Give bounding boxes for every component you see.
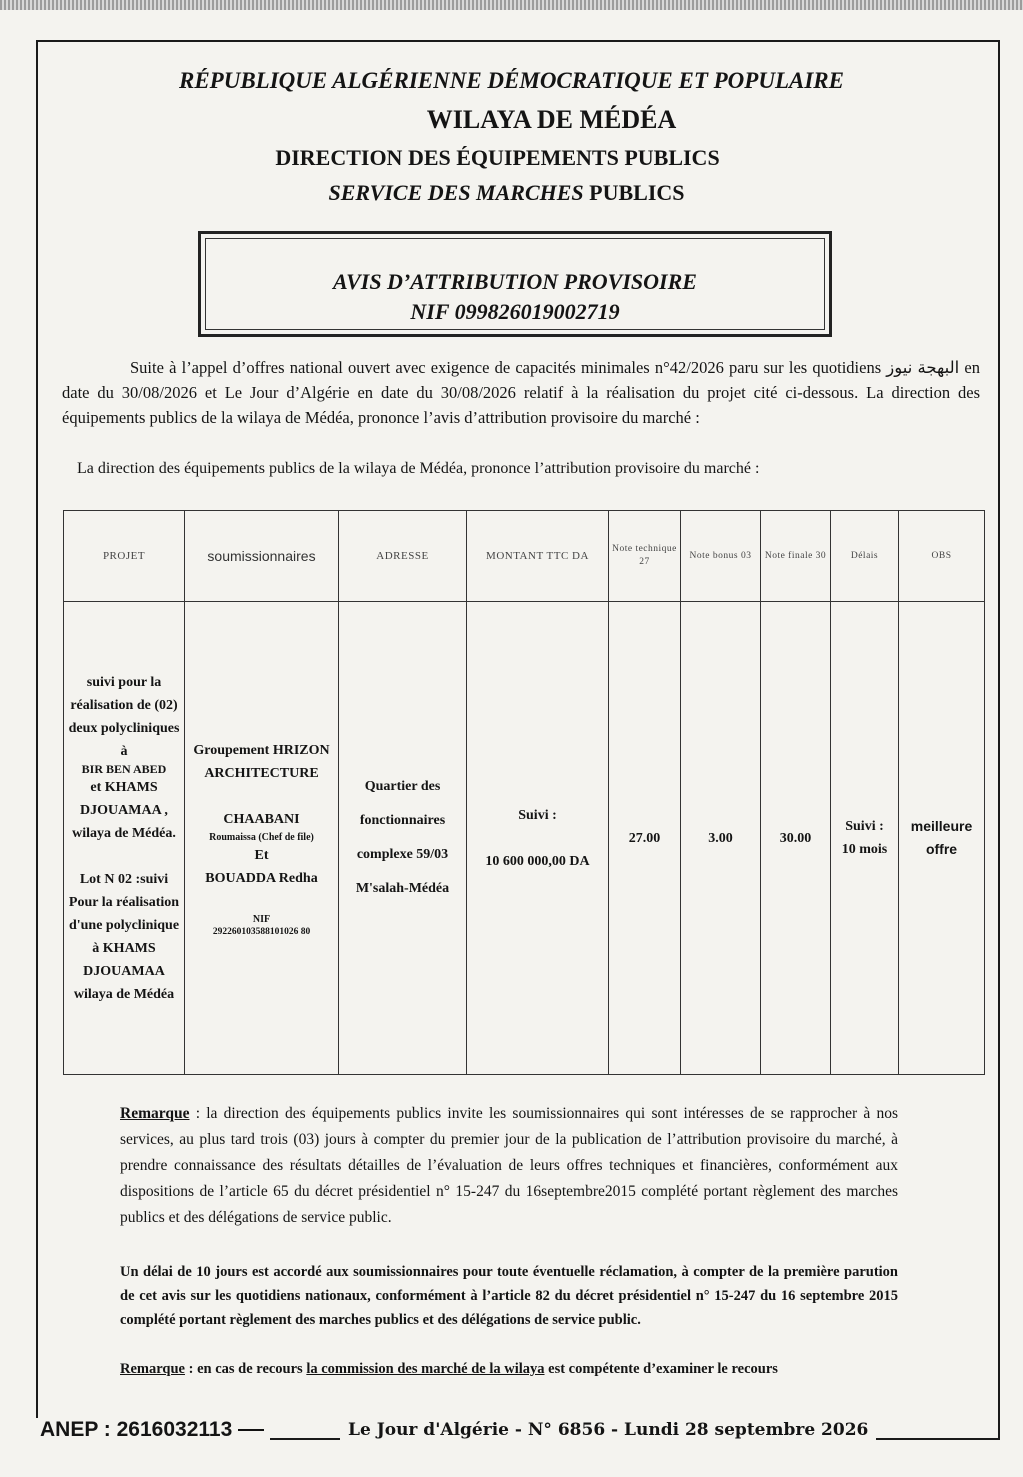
col-note-finale: Note finale 30 <box>761 511 831 602</box>
remarque-block <box>120 1101 898 1231</box>
soum-bouadda: BOUADDA Redha <box>205 870 318 886</box>
col-obs: OBS <box>899 511 985 602</box>
remarque-label: Remarque <box>120 1105 190 1122</box>
soum-groupement: Groupement HRIZON ARCHITECTURE <box>193 742 330 781</box>
footer-publication: Le Jour d'Algérie - N° 6856 - Lundi 28 septembre 2026 <box>340 1420 876 1440</box>
montant-value: 10 600 000,00 DA <box>485 853 590 869</box>
soum-nif-label: NIF <box>252 913 271 925</box>
cell-soumissionnaire <box>185 602 339 1075</box>
remarque2-post: est compétente d’examiner le recours <box>544 1361 778 1377</box>
col-note-technique: Note technique 27 <box>609 511 681 602</box>
header-service-italic: SERVICE DES MARCHES <box>328 180 584 205</box>
remarque2-pre: : en cas de recours <box>184 1361 307 1377</box>
remarque2-block <box>120 1355 898 1383</box>
col-note-bonus: Note bonus 03 <box>681 511 761 602</box>
projet-part-c: et KHAMS DJOUAMAA , wilaya de Médéa. <box>72 779 176 841</box>
soum-et: Et <box>254 847 269 863</box>
projet-part-b: BIR BEN ABED <box>81 761 167 776</box>
cell-projet <box>64 602 185 1075</box>
avis-title: AVIS D’ATTRIBUTION PROVISOIRE <box>333 269 697 294</box>
avis-box <box>198 231 832 337</box>
header-republic: RÉPUBLIQUE ALGÉRIENNE DÉMOCRATIQUE ET POPULAIRE <box>179 68 844 93</box>
projet-part-d: Lot N 02 :suivi Pour la réalisation d'une polyclinique à KHAMS DJOUAMAA wilaya de Médéa <box>68 871 180 1002</box>
col-montant: MONTANT TTC DA <box>467 511 609 602</box>
cell-montant <box>467 602 609 1075</box>
table-header-row <box>64 511 985 602</box>
header-service <box>0 180 1018 206</box>
cell-note-technique: 27.00 <box>609 602 681 1075</box>
header-wilaya: WILAYA DE MÉDÉA <box>426 105 677 134</box>
header-service-rest: PUBLICS <box>589 180 685 205</box>
avis-inner <box>205 238 825 330</box>
intro-line2: La direction des équipements publics de la wilaya de Médéa, prononce l’attribution provisoire du marché : <box>77 460 760 477</box>
soum-roumaissa: Roumaissa (Chef de file) <box>209 831 314 843</box>
soum-nif: 292260103588101026 80 <box>212 926 311 937</box>
remarque2-label: Remarque <box>120 1361 185 1377</box>
col-soumissionnaires: soumissionnaires <box>185 511 339 602</box>
intro-text: Suite à l’appel d’offres national ouvert avec exigence de capacités minimales n°42/2026 paru sur les quotidiens البهجة نيوز en date du 30/08/2026 et Le Jour d’Algérie en date du 30/08/2026 relatif à la réalisation du projet cité ci-dessous. La direction des équipements publics de la wilaya de Médéa, prononce l’avis d’attribution provisoire du marché : <box>62 358 981 427</box>
cell-note-finale: 30.00 <box>761 602 831 1075</box>
attribution-table <box>63 510 985 1075</box>
projet-part-a: suivi pour la réalisation de (02) deux polycliniques à <box>68 674 180 759</box>
table-row <box>64 602 985 1075</box>
cell-adresse <box>339 602 467 1075</box>
col-delais: Délais <box>831 511 899 602</box>
col-projet: PROJET <box>64 511 185 602</box>
remarque2-underlined: la commission des marché de la wilaya <box>306 1361 545 1377</box>
header-direction: DIRECTION DES ÉQUIPEMENTS PUBLICS <box>275 145 720 170</box>
adresse-text: Quartier des fonctionnaires complexe 59/03 M'salah-Médéa <box>355 779 450 896</box>
avis-nif: NIF 099826019002719 <box>410 299 620 324</box>
delais-value: 10 mois <box>841 842 888 857</box>
cell-obs: meilleure offre <box>899 602 985 1075</box>
delai-reclamation: Un délai de 10 jours est accordé aux soumissionnaires pour toute éventuelle réclamation, à compter de la première parution de cet avis sur les quotidiens nationaux, conformément à l’article 82 du décret présidentiel n° 15-247 du 16 septembre 2015 complété portant règlement des marches publics et des délégations de service public. <box>120 1264 898 1328</box>
intro-paragraph <box>62 355 980 430</box>
scan-top-strip <box>0 0 1023 10</box>
montant-label: Suivi : <box>518 807 557 823</box>
col-adresse: ADRESSE <box>339 511 467 602</box>
soum-chaabani: CHAABANI <box>223 811 300 827</box>
delais-label: Suivi : <box>845 819 884 834</box>
footer-anep: ANEP : 2616032113 <box>36 1418 270 1442</box>
cell-delais <box>831 602 899 1075</box>
remarque-text: : la direction des équipements publics invite les soumissionnaires qui sont intéresses de se rapprocher à nos services, au plus tard trois (03) jours à compter du premier jour de la publication de l’attribution provisoire du marché, à prendre connaissance des résultats détailles de l’évaluation de leurs offres techniques et financières, conformément aux dispositions de l’article 65 du décret présidentiel n° 15-247 du 16septembre2015 complété portant règlement des marches publics et des délégations de service public. <box>120 1105 898 1226</box>
cell-note-bonus: 3.00 <box>681 602 761 1075</box>
